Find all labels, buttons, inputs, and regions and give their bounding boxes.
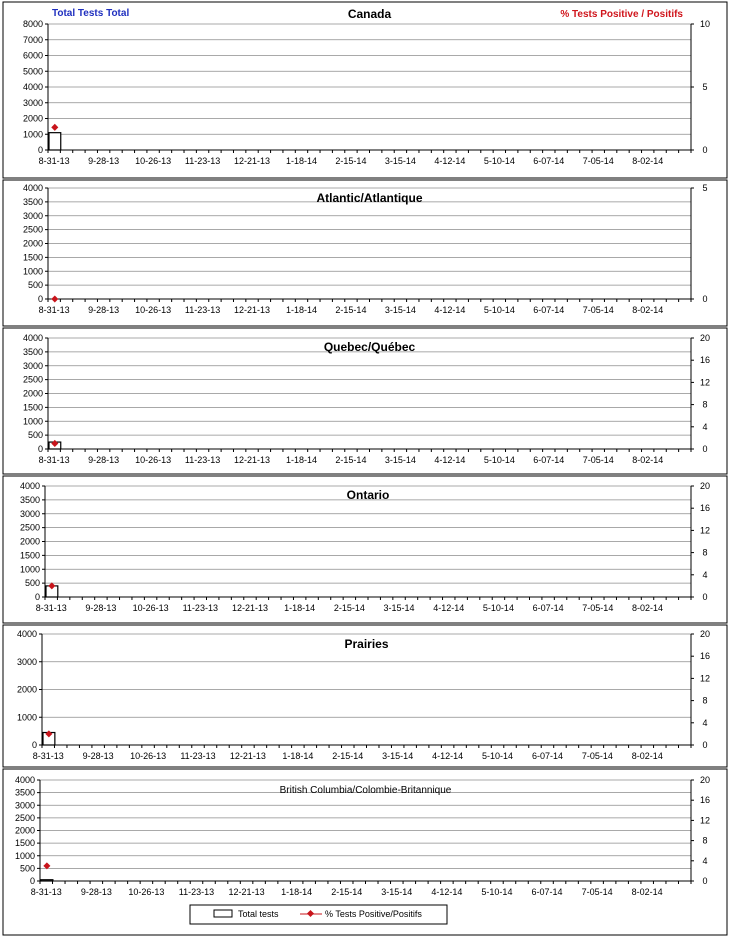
x-tick-label: 9-28-13	[80, 887, 112, 897]
y-left-tick-label: 1000	[14, 850, 35, 861]
chart-title: Ontario	[346, 488, 390, 502]
x-tick-label: 3-15-14	[382, 751, 414, 761]
chart-title: Prairies	[344, 637, 389, 651]
x-tick-label: 7-05-14	[582, 305, 614, 315]
x-tick-label: 8-31-13	[30, 887, 62, 897]
x-tick-label: 10-26-13	[132, 603, 169, 613]
x-tick-label: 11-23-13	[184, 455, 221, 465]
y-left-tick-label: 1000	[22, 266, 43, 277]
x-tick-label: 2-15-14	[331, 887, 363, 897]
y-left-tick-label: 4000	[19, 481, 40, 491]
x-tick-label: 8-02-14	[632, 305, 664, 315]
y-left-tick-label: 1000	[16, 712, 37, 723]
x-tick-label: 7-05-14	[581, 887, 613, 897]
y-right-tick-label: 0	[702, 145, 708, 155]
y-right-tick-label: 0	[702, 444, 708, 454]
y-left-tick-label: 2000	[19, 536, 40, 547]
x-tick-label: 9-28-13	[82, 751, 114, 761]
total-tests-bar	[41, 880, 53, 881]
x-tick-label: 2-15-14	[332, 751, 364, 761]
y-right-tick-label: 20	[699, 775, 711, 785]
x-tick-label: 4-12-14	[431, 887, 463, 897]
y-left-tick-label: 3000	[22, 360, 43, 371]
y-left-tick-label: 8000	[22, 19, 43, 29]
y-left-tick-label: 4000	[22, 82, 43, 92]
x-tick-label: 5-10-14	[482, 751, 514, 761]
x-tick-label: 9-28-13	[88, 305, 120, 315]
x-tick-label: 10-26-13	[130, 751, 167, 761]
pct-positive-marker	[51, 295, 58, 302]
y-right-tick-label: 20	[699, 629, 711, 639]
x-tick-label: 6-07-14	[533, 455, 565, 465]
y-left-tick-label: 500	[19, 863, 35, 874]
y-left-tick-label: 0	[37, 294, 43, 304]
x-tick-label: 3-15-14	[384, 455, 416, 465]
x-tick-label: 5-10-14	[483, 305, 515, 315]
x-tick-label: 11-23-13	[184, 156, 221, 166]
x-tick-label: 5-10-14	[483, 455, 515, 465]
x-tick-label: 7-05-14	[581, 751, 613, 761]
chart-panel-1	[3, 180, 727, 326]
y-left-tick-label: 3000	[14, 800, 35, 811]
y-left-tick-label: 2500	[14, 812, 35, 823]
y-left-tick-label: 4000	[22, 333, 43, 343]
x-tick-label: 5-10-14	[481, 887, 513, 897]
y-right-tick-label: 12	[699, 377, 711, 388]
x-tick-label: 8-31-13	[35, 603, 67, 613]
x-tick-label: 12-21-13	[231, 603, 268, 613]
y-left-tick-label: 2500	[19, 522, 40, 533]
y-left-tick-label: 2000	[22, 388, 43, 399]
y-left-tick-label: 1500	[19, 550, 40, 561]
x-tick-label: 6-07-14	[533, 305, 565, 315]
y-left-tick-label: 2500	[22, 224, 43, 235]
x-tick-label: 6-07-14	[531, 751, 563, 761]
x-tick-label: 8-31-13	[38, 305, 70, 315]
x-tick-label: 6-07-14	[533, 156, 565, 166]
y-left-tick-label: 2000	[22, 113, 43, 124]
x-tick-label: 9-28-13	[85, 603, 117, 613]
x-tick-label: 2-15-14	[335, 305, 367, 315]
chart-title: British Columbia/Colombie-Britannique	[279, 785, 452, 796]
x-tick-label: 11-23-13	[182, 603, 218, 613]
x-tick-label: 2-15-14	[333, 603, 365, 613]
y-right-tick-label: 12	[699, 815, 711, 826]
x-tick-label: 3-15-14	[384, 156, 416, 166]
chart-panel-3	[3, 476, 727, 623]
y-right-tick-label: 8	[702, 835, 708, 846]
y-right-tick-label: 8	[702, 695, 708, 706]
x-tick-label: 12-21-13	[228, 887, 265, 897]
x-tick-label: 5-10-14	[482, 603, 514, 613]
x-tick-label: 8-02-14	[631, 751, 663, 761]
y-left-tick-label: 500	[24, 578, 40, 589]
y-right-tick-label: 20	[699, 333, 711, 343]
y-right-tick-label: 5	[702, 82, 708, 92]
chart-panel-4	[3, 625, 727, 767]
y-left-tick-label: 1500	[22, 252, 43, 263]
chart-title: Atlantic/Atlantique	[316, 191, 423, 205]
x-tick-label: 1-18-14	[285, 455, 318, 465]
y-left-tick-label: 4000	[16, 629, 37, 639]
total-tests-bar	[49, 133, 61, 150]
y-right-tick-label: 4	[702, 421, 708, 432]
legend-total-label: Total tests	[238, 909, 279, 919]
x-tick-label: 4-12-14	[434, 156, 466, 166]
x-tick-label: 7-05-14	[582, 156, 614, 166]
y-right-tick-label: 12	[699, 525, 711, 536]
y-left-tick-label: 3500	[19, 494, 40, 505]
header-right-label: % Tests Positive / Positifs	[560, 9, 683, 20]
x-tick-label: 12-21-13	[234, 156, 271, 166]
y-left-tick-label: 2500	[22, 374, 43, 385]
x-tick-label: 4-12-14	[433, 603, 465, 613]
x-tick-label: 8-31-13	[32, 751, 64, 761]
y-right-tick-label: 16	[699, 503, 711, 514]
x-tick-label: 6-07-14	[532, 603, 564, 613]
y-right-tick-label: 16	[699, 651, 711, 662]
x-tick-label: 11-23-13	[178, 887, 215, 897]
y-right-tick-label: 4	[702, 855, 708, 866]
y-left-tick-label: 5000	[22, 66, 43, 77]
y-left-tick-label: 3000	[22, 97, 43, 108]
y-left-tick-label: 3500	[22, 196, 43, 207]
y-left-tick-label: 1000	[22, 129, 43, 140]
y-right-tick-label: 12	[699, 673, 711, 684]
x-tick-label: 1-18-14	[285, 305, 318, 315]
y-left-tick-label: 1000	[22, 416, 43, 427]
x-tick-label: 2-15-14	[335, 455, 367, 465]
x-tick-label: 11-23-13	[184, 305, 221, 315]
y-right-tick-label: 16	[699, 795, 711, 806]
x-tick-label: 7-05-14	[582, 603, 614, 613]
legend-total-swatch	[214, 910, 232, 917]
x-tick-label: 2-15-14	[335, 156, 367, 166]
y-right-tick-label: 4	[702, 569, 708, 580]
y-left-tick-label: 4000	[14, 775, 35, 785]
y-right-tick-label: 0	[702, 294, 708, 304]
y-right-tick-label: 0	[702, 876, 708, 886]
x-tick-label: 8-02-14	[632, 603, 664, 613]
y-right-tick-label: 8	[702, 399, 708, 410]
y-left-tick-label: 500	[27, 430, 43, 441]
x-tick-label: 1-18-14	[282, 751, 314, 761]
x-tick-label: 1-18-14	[284, 603, 316, 613]
y-right-tick-label: 5	[702, 183, 708, 193]
y-right-tick-label: 20	[699, 481, 711, 491]
y-left-tick-label: 0	[37, 145, 43, 155]
x-tick-label: 9-28-13	[88, 156, 120, 166]
x-tick-label: 3-15-14	[383, 603, 415, 613]
y-right-tick-label: 0	[702, 592, 708, 602]
chart-panels	[3, 2, 727, 935]
y-left-tick-label: 3500	[14, 787, 35, 798]
x-tick-label: 8-31-13	[38, 455, 70, 465]
y-left-tick-label: 2000	[22, 238, 43, 249]
y-left-tick-label: 7000	[22, 34, 43, 45]
x-tick-label: 6-07-14	[531, 887, 563, 897]
x-tick-label: 1-18-14	[281, 887, 313, 897]
x-tick-label: 12-21-13	[229, 751, 266, 761]
x-tick-label: 10-26-13	[135, 156, 172, 166]
x-tick-label: 8-02-14	[632, 156, 664, 166]
x-tick-label: 8-02-14	[631, 887, 663, 897]
y-left-tick-label: 2000	[14, 825, 35, 836]
y-left-tick-label: 500	[27, 280, 43, 291]
x-tick-label: 3-15-14	[384, 305, 416, 315]
y-right-tick-label: 16	[699, 355, 711, 366]
y-right-tick-label: 8	[702, 547, 708, 558]
x-tick-label: 11-23-13	[180, 751, 216, 761]
x-tick-label: 3-15-14	[381, 887, 413, 897]
x-tick-label: 10-26-13	[128, 887, 165, 897]
pct-positive-marker	[51, 124, 58, 131]
x-tick-label: 7-05-14	[582, 455, 614, 465]
x-tick-label: 10-26-13	[135, 455, 172, 465]
chart-title: Canada	[347, 7, 392, 21]
y-left-tick-label: 0	[31, 740, 37, 750]
y-left-tick-label: 3000	[22, 210, 43, 221]
y-left-tick-label: 3000	[19, 508, 40, 519]
x-tick-label: 8-02-14	[632, 455, 664, 465]
y-right-tick-label: 4	[702, 717, 708, 728]
y-left-tick-label: 3000	[16, 656, 37, 667]
chart-panel-0	[3, 2, 727, 178]
x-tick-label: 8-31-13	[38, 156, 70, 166]
x-tick-label: 5-10-14	[483, 156, 515, 166]
x-tick-label: 9-28-13	[88, 455, 120, 465]
x-tick-label: 4-12-14	[432, 751, 464, 761]
y-left-tick-label: 3500	[22, 346, 43, 357]
x-tick-label: 4-12-14	[434, 455, 466, 465]
y-left-tick-label: 0	[37, 444, 43, 454]
x-tick-label: 1-18-14	[285, 156, 318, 166]
y-left-tick-label: 6000	[22, 50, 43, 61]
y-left-tick-label: 1500	[22, 402, 43, 413]
y-left-tick-label: 1500	[14, 838, 35, 849]
y-right-tick-label: 0	[702, 740, 708, 750]
y-left-tick-label: 1000	[19, 564, 40, 575]
y-left-tick-label: 0	[34, 592, 40, 602]
chart-panel-2	[3, 328, 727, 474]
y-left-tick-label: 2000	[16, 684, 37, 695]
header-left-label: Total Tests Total	[52, 8, 130, 19]
x-tick-label: 12-21-13	[234, 455, 271, 465]
x-tick-label: 4-12-14	[434, 305, 466, 315]
legend	[190, 905, 447, 924]
panel-frame	[3, 2, 727, 178]
chart-title: Quebec/Québec	[323, 340, 416, 354]
y-left-tick-label: 0	[29, 876, 35, 886]
x-tick-label: 10-26-13	[135, 305, 172, 315]
y-left-tick-label: 4000	[22, 183, 43, 193]
legend-pct-label: % Tests Positive/Positifs	[325, 909, 422, 919]
y-right-tick-label: 10	[699, 19, 711, 29]
x-tick-label: 12-21-13	[234, 305, 271, 315]
